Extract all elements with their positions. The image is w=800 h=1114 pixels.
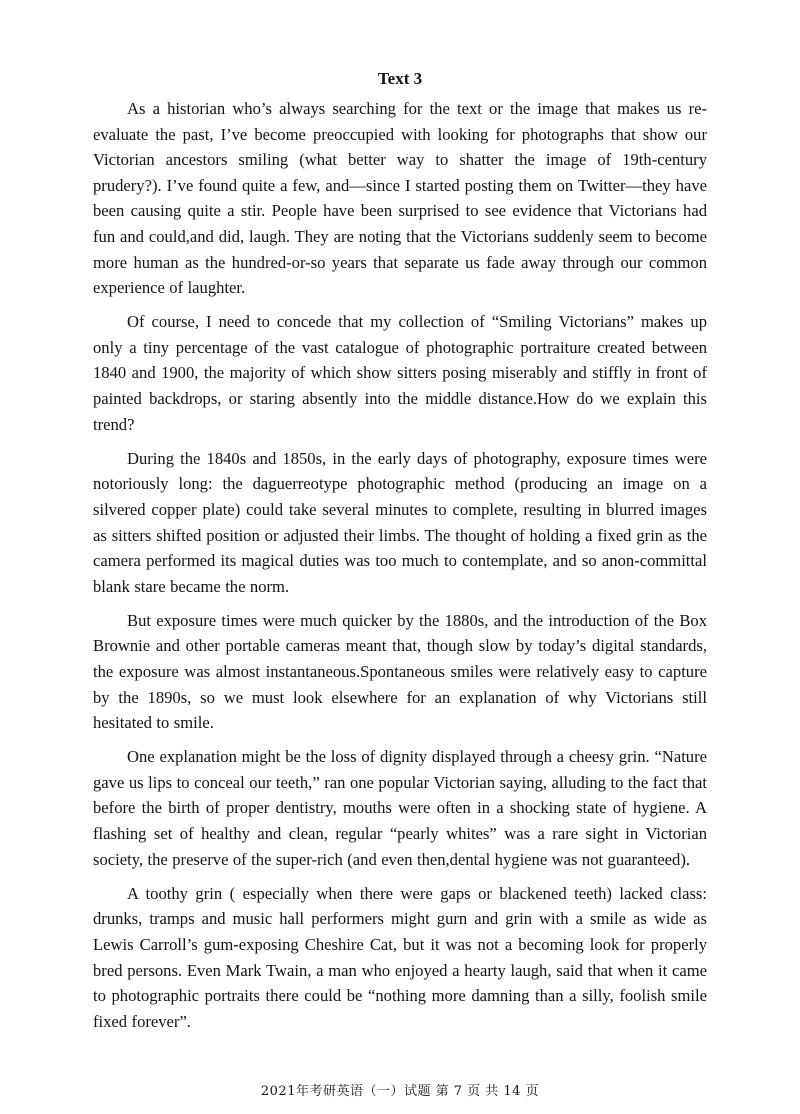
paragraph-5: One explanation might be the loss of dignity displayed through a cheesy grin. “Nature gave us lips to conceal our teeth,” ran one popular Victorian saying, alluding to the fact that before the birth of proper dentistry, mouths were often in a shocking state of hygiene. A flashing set of healthy and clean, regular “pearly whites” was a rare sight in Victorian society, the preserve of the super-rich (and even then,dental hygiene was not guaranteed). — [93, 747, 707, 869]
paragraph-1: As a historian who’s always searching for the text or the image that makes us re-evaluate the past, I’ve become preoccupied with looking for photographs that show our Victorian ancestors smiling (what better way to shatter the image of 19th-century prudery?). I’ve found quite a few, and—since I started posting them on Twitter—they have been causing quite a stir. People have been surprised to see evidence that Victorians had fun and could,and did, laugh. They are noting that the Victorians suddenly seem to become more human as the hundred-or-so years that separate us fade away through our common experience of laughter. — [93, 99, 707, 298]
page-footer: 2021年考研英语（一）试题 第 7 页 共 14 页 — [260, 1084, 540, 1099]
passage-body — [93, 96, 707, 1043]
paragraph-3: During the 1840s and 1850s, in the early days of photography, exposure times were notoriously long: the daguerreotype photographic method (producing an image on a silvered copper plate) could take several minutes to complete, resulting in blurred images as sitters shifted position or adjusted their limbs. The thought of holding a fixed grin as the camera performed its magical duties was too much to contemplate, and so anon-committal blank stare became the norm. — [93, 448, 707, 596]
section-title: Text 3 — [377, 69, 423, 88]
paragraph-4: But exposure times were much quicker by the 1880s, and the introduction of the Box Brownie and other portable cameras meant that, though slow by today’s digital standards, the exposure was almost instantaneous.Spontaneous smiles were relatively easy to capture by the 1890s, so we must look elsewhere for an explanation of why Victorians still hesitated to smile. — [93, 610, 707, 733]
paragraph-2: Of course, I need to concede that my collection of “Smiling Victorians” makes up only a tiny percentage of the vast catalogue of photographic portraiture created between 1840 and 1900, the majority of which show sitters posing miserably and stiffly in front of painted backdrops, or staring absently into the middle distance.How do we explain this trend? — [93, 312, 707, 434]
paragraph-6: A toothy grin ( especially when there were gaps or blackened teeth) lacked class: drunks, tramps and music hall performers might gurn and grin with a smile as wide as Lewis Carroll’s gum-exposing Cheshire Cat, but it was not a becoming look for properly bred persons. Even Mark Twain, a man who enjoyed a hearty laugh, said that when it came to photographic portraits there could be “nothing more damning than a silly, foolish smile fixed forever”. — [93, 883, 707, 1031]
